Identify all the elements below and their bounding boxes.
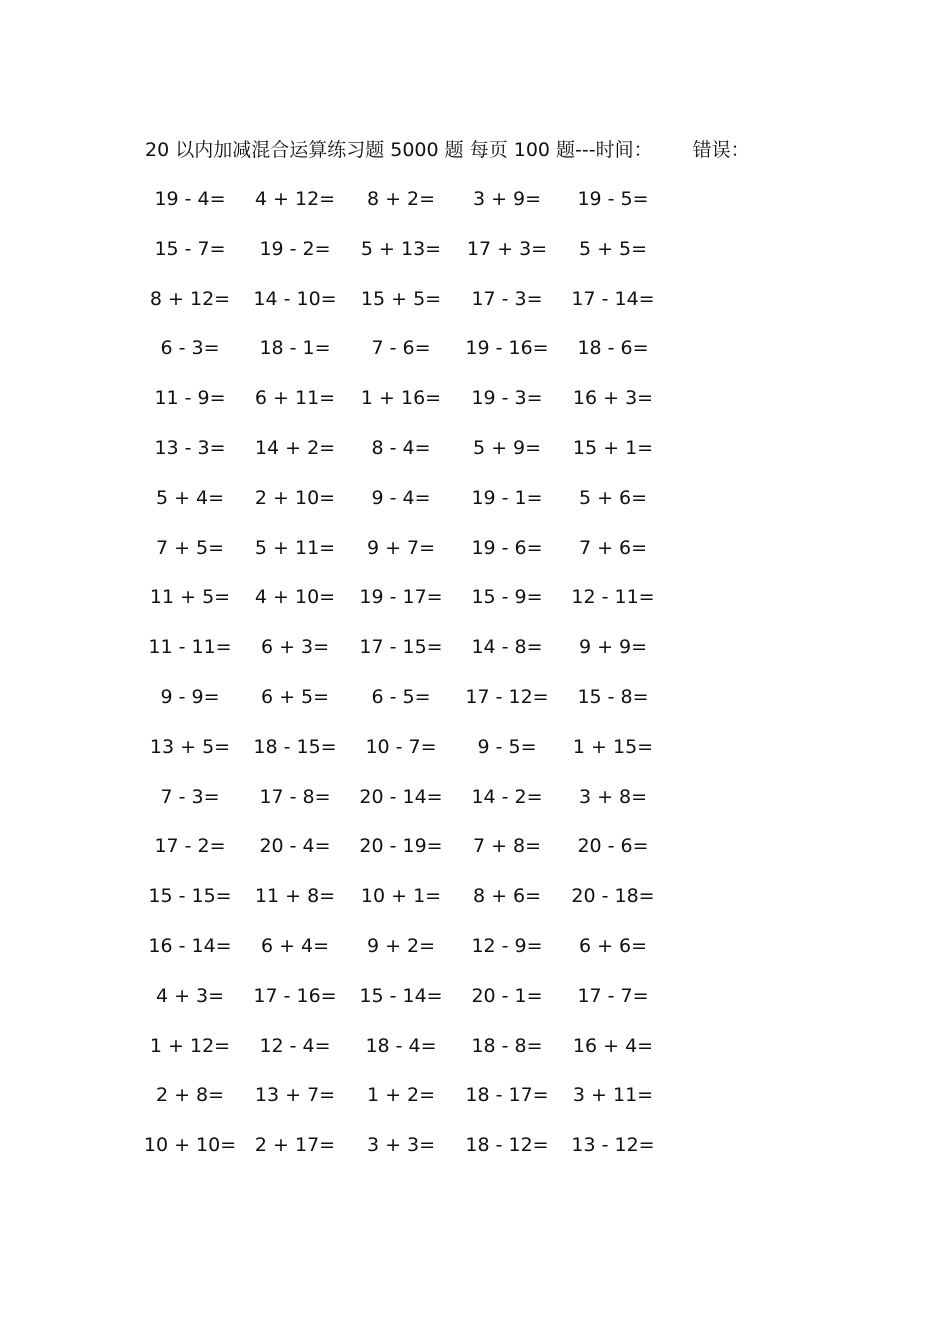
problem-row	[135, 524, 695, 574]
problem-item: 10 - 7=	[365, 735, 437, 758]
problem-item: 9 + 9=	[578, 636, 648, 659]
problem-item: 10 + 10=	[143, 1134, 237, 1157]
problem-item: 19 - 16=	[465, 337, 549, 360]
problem-item: 18 - 4=	[365, 1034, 437, 1057]
problem-item: 5 + 5=	[578, 237, 648, 260]
problem-item: 18 - 15=	[253, 735, 337, 758]
problem-item: 4 + 10=	[254, 586, 336, 609]
problem-row	[135, 1121, 695, 1171]
problem-item: 2 + 10=	[254, 486, 336, 509]
problem-row	[135, 175, 695, 225]
problem-row	[135, 1022, 695, 1072]
problem-item: 7 + 6=	[578, 536, 648, 559]
worksheet-header	[145, 136, 750, 164]
problem-row	[135, 474, 695, 524]
problem-item: 15 - 9=	[471, 586, 543, 609]
problem-item: 12 - 11=	[571, 586, 655, 609]
problem-item: 12 - 4=	[259, 1034, 331, 1057]
problem-item: 5 + 4=	[155, 486, 225, 509]
problem-item: 1 + 15=	[572, 735, 654, 758]
problem-item: 14 - 2=	[471, 785, 543, 808]
problem-item: 16 - 14=	[148, 934, 232, 957]
problem-item: 20 - 18=	[571, 885, 655, 908]
problem-item: 2 + 8=	[155, 1084, 225, 1107]
problem-item: 3 + 8=	[578, 785, 648, 808]
problem-item: 5 + 11=	[254, 536, 336, 559]
problem-item: 14 - 8=	[471, 636, 543, 659]
problem-item: 8 + 2=	[366, 188, 436, 210]
problem-row	[135, 922, 695, 972]
problem-item: 5 + 6=	[578, 486, 648, 509]
time-label: 时间：	[595, 139, 653, 161]
problem-row	[135, 225, 695, 275]
problem-item: 15 - 15=	[148, 885, 232, 908]
problem-item: 11 - 11=	[148, 636, 232, 659]
problem-item: 1 + 12=	[149, 1034, 231, 1057]
problem-item: 8 + 6=	[472, 885, 542, 908]
problem-item: 3 + 9=	[472, 188, 542, 210]
problem-item: 20 - 19=	[359, 835, 443, 858]
problem-item: 14 + 2=	[254, 436, 336, 459]
problem-item: 19 - 6=	[471, 536, 543, 559]
problem-item: 6 + 11=	[254, 387, 336, 410]
problem-item: 13 - 3=	[154, 436, 226, 459]
problem-item: 7 - 6=	[371, 337, 431, 360]
problem-item: 8 - 4=	[371, 436, 431, 459]
problem-item: 6 + 6=	[578, 934, 648, 957]
problem-item: 16 + 4=	[572, 1034, 654, 1057]
problem-item: 11 + 5=	[149, 586, 231, 609]
problem-row	[135, 972, 695, 1022]
problem-item: 18 - 17=	[465, 1084, 549, 1107]
problem-item: 19 - 17=	[359, 586, 443, 609]
worksheet-title: 20 以内加减混合运算练习题 5000 题 每页 100 题---	[145, 139, 596, 161]
problem-item: 20 - 14=	[359, 785, 443, 808]
problem-row	[135, 822, 695, 872]
problem-item: 18 - 1=	[259, 337, 331, 360]
problem-item: 15 + 5=	[360, 287, 442, 310]
problem-item: 17 - 7=	[577, 984, 649, 1007]
problem-item: 3 + 3=	[366, 1134, 436, 1157]
error-label: 错误：	[692, 139, 750, 161]
problem-item: 17 - 8=	[259, 785, 331, 808]
problem-item: 9 - 5=	[477, 735, 537, 758]
problem-item: 19 - 1=	[471, 486, 543, 509]
problem-item: 13 + 5=	[149, 735, 231, 758]
problem-row	[135, 424, 695, 474]
problem-item: 1 + 2=	[366, 1084, 436, 1107]
problem-item: 7 + 5=	[155, 536, 225, 559]
problem-item: 3 + 11=	[572, 1084, 654, 1107]
problem-item: 6 - 3=	[160, 337, 220, 360]
problem-item: 15 + 1=	[572, 436, 654, 459]
problem-item: 10 + 1=	[360, 885, 442, 908]
problem-row	[135, 872, 695, 922]
problem-item: 19 - 5=	[577, 188, 649, 210]
problem-row	[135, 1071, 695, 1121]
problem-item: 11 - 9=	[154, 387, 226, 410]
problem-item: 17 - 2=	[154, 835, 226, 858]
problem-row	[135, 673, 695, 723]
problem-item: 4 + 3=	[155, 984, 225, 1007]
problem-item: 15 - 14=	[359, 984, 443, 1007]
problem-item: 17 - 14=	[571, 287, 655, 310]
problem-item: 9 + 7=	[366, 536, 436, 559]
problem-item: 14 - 10=	[253, 287, 337, 310]
problem-item: 7 - 3=	[160, 785, 220, 808]
problem-item: 17 - 12=	[465, 685, 549, 708]
problem-row	[135, 374, 695, 424]
problem-item: 18 - 8=	[471, 1034, 543, 1057]
problem-row	[135, 324, 695, 374]
problem-item: 13 - 12=	[571, 1134, 655, 1157]
problem-item: 17 + 3=	[466, 237, 548, 260]
problem-item: 19 - 4=	[154, 188, 226, 210]
problem-item: 16 + 3=	[572, 387, 654, 410]
problem-item: 15 - 7=	[154, 237, 226, 260]
problem-item: 9 - 4=	[371, 486, 431, 509]
problem-item: 15 - 8=	[577, 685, 649, 708]
problem-item: 4 + 12=	[254, 188, 336, 210]
problem-item: 7 + 8=	[472, 835, 542, 858]
problem-item: 17 - 15=	[359, 636, 443, 659]
problem-item: 13 + 7=	[254, 1084, 336, 1107]
problem-row	[135, 623, 695, 673]
problem-item: 20 - 1=	[471, 984, 543, 1007]
problem-row	[135, 275, 695, 325]
problem-item: 19 - 2=	[259, 237, 331, 260]
problem-item: 17 - 3=	[471, 287, 543, 310]
problem-item: 6 + 4=	[260, 934, 330, 957]
problem-item: 6 + 5=	[260, 685, 330, 708]
problem-item: 18 - 6=	[577, 337, 649, 360]
problem-row	[135, 723, 695, 773]
problem-item: 6 + 3=	[260, 636, 330, 659]
problem-item: 5 + 9=	[472, 436, 542, 459]
problem-row	[135, 573, 695, 623]
problem-grid	[135, 175, 695, 1171]
problem-item: 1 + 16=	[360, 387, 442, 410]
problem-item: 17 - 16=	[253, 984, 337, 1007]
problem-item: 18 - 12=	[465, 1134, 549, 1157]
problem-item: 19 - 3=	[471, 387, 543, 410]
problem-item: 12 - 9=	[471, 934, 543, 957]
problem-item: 6 - 5=	[371, 685, 431, 708]
problem-item: 20 - 4=	[259, 835, 331, 858]
problem-item: 9 - 9=	[160, 685, 220, 708]
problem-item: 20 - 6=	[577, 835, 649, 858]
problem-item: 11 + 8=	[254, 885, 336, 908]
problem-item: 5 + 13=	[360, 237, 442, 260]
problem-item: 2 + 17=	[254, 1134, 336, 1157]
problem-item: 9 + 2=	[366, 934, 436, 957]
problem-item: 8 + 12=	[149, 287, 231, 310]
problem-row	[135, 773, 695, 823]
